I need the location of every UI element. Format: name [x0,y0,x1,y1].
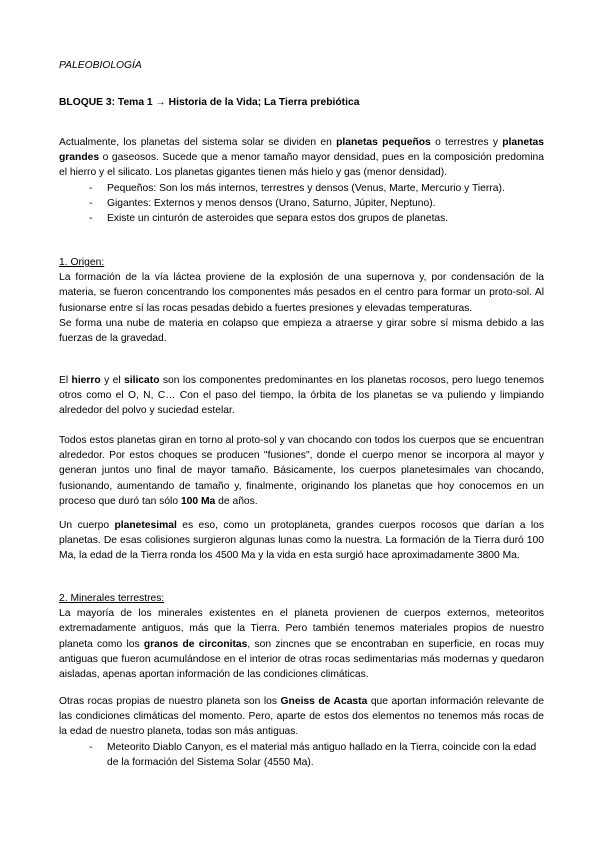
list-item: - Pequeños: Son los más internos, terrestres y densos (Venus, Marte, Mercurio y Tierra). [89,181,544,196]
planet-list [59,181,544,227]
origen-paragraph-5: Un cuerpo planetesimal es eso, como un protoplaneta, grandes cuerpos rocosos que darían a los planetas. De esas colisiones surgieron algunas lunas como la nuestra. La formación de la Tierra duró 100 Ma, la edad de la Tierra ronda los 4500 Ma y la vida en esta surgió hace aproximadamente 3800 Ma. [59,520,544,562]
subject-label: PALEOBIOLOGÍA [59,60,142,71]
section-heading: 1. Origen: [59,257,105,268]
origen-section [59,255,544,346]
meteorite-list [59,740,544,770]
section-heading: 2. Minerales terrestres: [59,593,165,604]
minerales-paragraph-2: Otras rocas propias de nuestro planeta son los Gneiss de Acasta que aportan información relevante de las condiciones climáticas del momento. Pero, aparte de estos dos elementos no tenemos más rocas de la edad de nuestro planeta, todas son más antiguas. - Meteorito Diablo Canyon, es el material más antiguo hallado en la Tierra, coincide con la edad de la formación del Sistema Solar (4550 Ma). [59,694,544,770]
origen-paragraph-3: El hierro y el silicato son los componentes predominantes en los planetas rocosos, pero luego tenemos otros como el O, N, C… Con el paso del tiempo, la órbita de los planetas se va puliendo y limpiando alrededor del polvo y suciedad estelar. [59,375,544,417]
list-item: - Meteorito Diablo Canyon, es el material más antiguo hallado en la Tierra, coincide con la edad de la formación del Sistema Solar (4550 Ma). [89,740,544,770]
intro-section [59,135,544,226]
intro-paragraph: Actualmente, los planetas del sistema solar se dividen en planetas pequeños o terrestres y planetas grandes o gaseosos. Sucede que a menor tamaño mayor densidad, pues en la composición predomina el hierro y el silicato. Los planetas gigantes tienen más hielo y gas (menor densidad). [59,137,545,179]
list-item: - Gigantes: Externos y menos densos (Urano, Saturno, Júpiter, Neptuno). [89,196,544,211]
list-item: - Existe un cinturón de asteroides que separa estos dos grupos de planetas. [89,211,544,226]
paragraph: Se forma una nube de materia en colapso que empieza a atraerse y girar sobre sí misma debido a las fuerzas de la gravedad. [59,317,544,345]
minerales-section [59,591,544,682]
page-title: BLOQUE 3: Tema 1 → Historia de la Vida; La Tierra prebiótica [59,97,360,108]
paragraph: La mayoría de los minerales existentes en el planeta provienen de cuerpos externos, meteoritos extremadamente antiguos, más que la Tierra. Pero también tenemos materiales propios de nuestro planeta como los granos de circonitas, son zincnes que se encontraban en superficie, en rocas muy antiguas que fueron acumulándose en el interior de otras rocas sedimentarias más modernas y quedaron aisladas, apenas aportan información de las condiciones climáticas. [59,608,544,681]
origen-paragraph-4: Todos estos planetas giran en torno al proto-sol y van chocando con todos los cuerpos que se encuentran alrededor. Por estos choques se producen "fusiones", donde el cuerpo menor se incorpora al mayor y generan juntos uno final de mayor tamaño. Básicamente, los cuerpos planetesimales van chocando, fusionando, aumentando de tamaño y, finalmente, originando los planetas que hoy conocemos en un proceso que duró tan sólo 100 Ma de años. [59,435,544,507]
paragraph: La formación de la vía láctea proviene de la explosión de una supernova y, por condensación de la materia, se fueron concentrando los componentes más pesados en el centro para formar un proto-sol. Al fusionarse entre sí las rocas pesadas debido a fuertes presiones y elevadas temperaturas. [59,272,544,314]
